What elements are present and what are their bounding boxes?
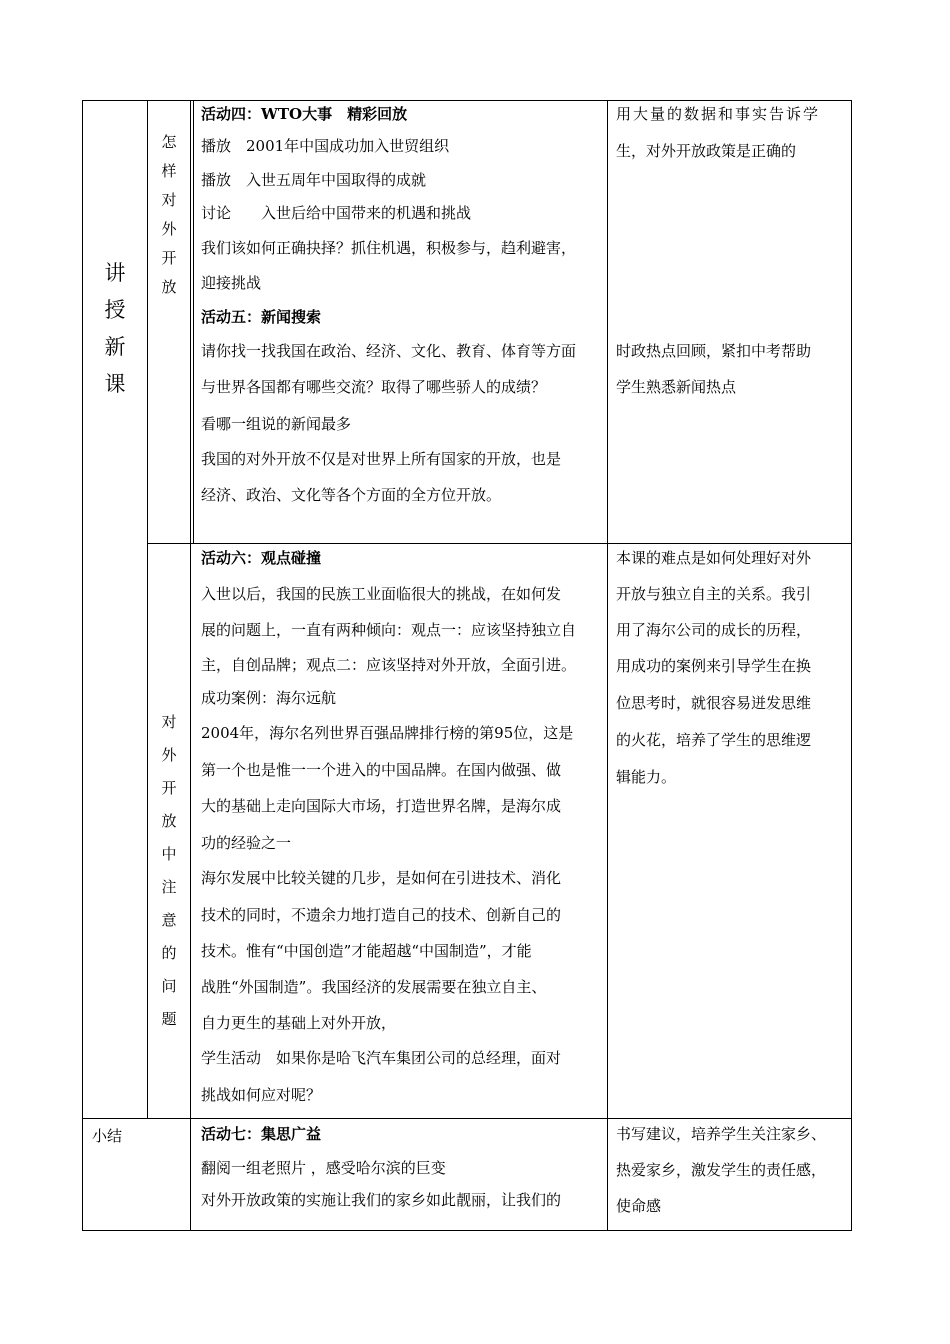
content-line: 2004年，海尔名列世界百强品牌排行榜的第95位，这是 (201, 724, 574, 742)
table-bottom-border (82, 1230, 852, 1231)
col-divider-2b (193, 100, 194, 544)
activity-5-title: 活动五：新闻搜索 (201, 308, 322, 326)
activity-4-title: 活动四：WTO大事 精彩回放 (201, 105, 408, 123)
table-top-border (82, 100, 852, 101)
content-line: 播放 2001年中国成功加入世贸组织 (201, 137, 450, 155)
activity-7-title: 活动七：集思广益 (201, 1125, 322, 1143)
note-line: 热爱家乡，激发学生的责任感， (616, 1161, 827, 1179)
content-line: 功的经验之一 (201, 834, 292, 852)
content-line: 播放 入世五周年中国取得的成就 (201, 171, 427, 189)
col-divider-2c (190, 543, 191, 1231)
content-line: 技术的同时，不遗余力地打造自己的技术、创新自己的 (201, 906, 562, 924)
content-line: 主，自创品牌；观点二：应该坚持对外开放，全面引进。 (201, 656, 577, 674)
note-line: 用了海尔公司的成长的历程， (616, 621, 812, 639)
note-line: 用成功的案例来引导学生在换 (616, 657, 812, 675)
content-line: 入世以后，我国的民族工业面临很大的挑战，在如何发 (201, 585, 562, 603)
content-line: 迎接挑战 (201, 274, 262, 292)
section-label: 讲 授 新 课 (104, 261, 126, 396)
note-line: 生，对外开放政策是正确的 (616, 142, 797, 160)
content-line: 我国的对外开放不仅是对世界上所有国家的开放，也是 (201, 450, 562, 468)
note-line: 书写建议，培养学生关注家乡、 (616, 1125, 827, 1143)
content-line: 看哪一组说的新闻最多 (201, 415, 352, 433)
note-line: 开放与独立自主的关系。我引 (616, 585, 812, 603)
row-divider-2 (82, 1118, 852, 1119)
col-divider-3 (607, 100, 608, 1231)
content-line: 成功案例：海尔远航 (201, 689, 337, 707)
content-line: 技术。惟有“中国创造”才能超越“中国制造”，才能 (201, 942, 532, 960)
summary-label: 小结 (92, 1127, 123, 1145)
content-line: 与世界各国都有哪些交流？取得了哪些骄人的成绩？ (201, 378, 547, 396)
content-line: 第一个也是惟一一个进入的中国品牌。在国内做强、做 (201, 761, 562, 779)
note-line: 位思考时，就很容易迸发思维 (616, 694, 812, 712)
content-line: 自力更生的基础上对外开放， (201, 1014, 397, 1032)
content-line: 对外开放政策的实施让我们的家乡如此靓丽，让我们的 (201, 1191, 562, 1209)
note-line: 辑能力。 (616, 768, 677, 786)
note-line: 使命感 (616, 1197, 662, 1215)
content-line: 经济、政治、文化等各个方面的全方位开放。 (201, 486, 502, 504)
sub-label-issues: 对 外 开 放 中 注 意 的 问 题 (161, 713, 177, 1028)
table-right-border (851, 100, 852, 1231)
note-line: 用大量的数据和事实告诉学 (616, 105, 821, 123)
content-line: 挑战如何应对呢？ (201, 1086, 322, 1104)
note-line: 学生熟悉新闻热点 (616, 378, 737, 396)
note-line: 本课的难点是如何处理好对外 (616, 549, 812, 567)
note-line: 的火花，培养了学生的思维逻 (616, 731, 812, 749)
content-line: 学生活动 如果你是哈飞汽车集团公司的总经理，面对 (201, 1049, 562, 1067)
content-line: 海尔发展中比较关键的几步，是如何在引进技术、消化 (201, 869, 562, 887)
activity-6-title: 活动六：观点碰撞 (201, 549, 322, 567)
col-divider-2a (190, 100, 191, 544)
row-divider-1 (147, 543, 852, 544)
content-line: 大的基础上走向国际大市场，打造世界名牌，是海尔成 (201, 797, 562, 815)
content-line: 战胜“外国制造”。我国经济的发展需要在独立自主、 (201, 978, 547, 996)
content-line: 请你找一找我国在政治、经济、文化、教育、体育等方面 (201, 342, 577, 360)
content-line: 翻阅一组老照片 ，感受哈尔滨的巨变 (201, 1159, 446, 1177)
note-line: 时政热点回顾，紧扣中考帮助 (616, 342, 812, 360)
content-line: 讨论 入世后给中国带来的机遇和挑战 (201, 204, 472, 222)
content-line: 展的问题上，一直有两种倾向：观点一：应该坚持独立自 (201, 621, 577, 639)
sub-label-how-to-open: 怎 样 对 外 开 放 (161, 133, 177, 296)
content-line: 我们该如何正确抉择？抓住机遇，积极参与，趋利避害， (201, 239, 577, 257)
